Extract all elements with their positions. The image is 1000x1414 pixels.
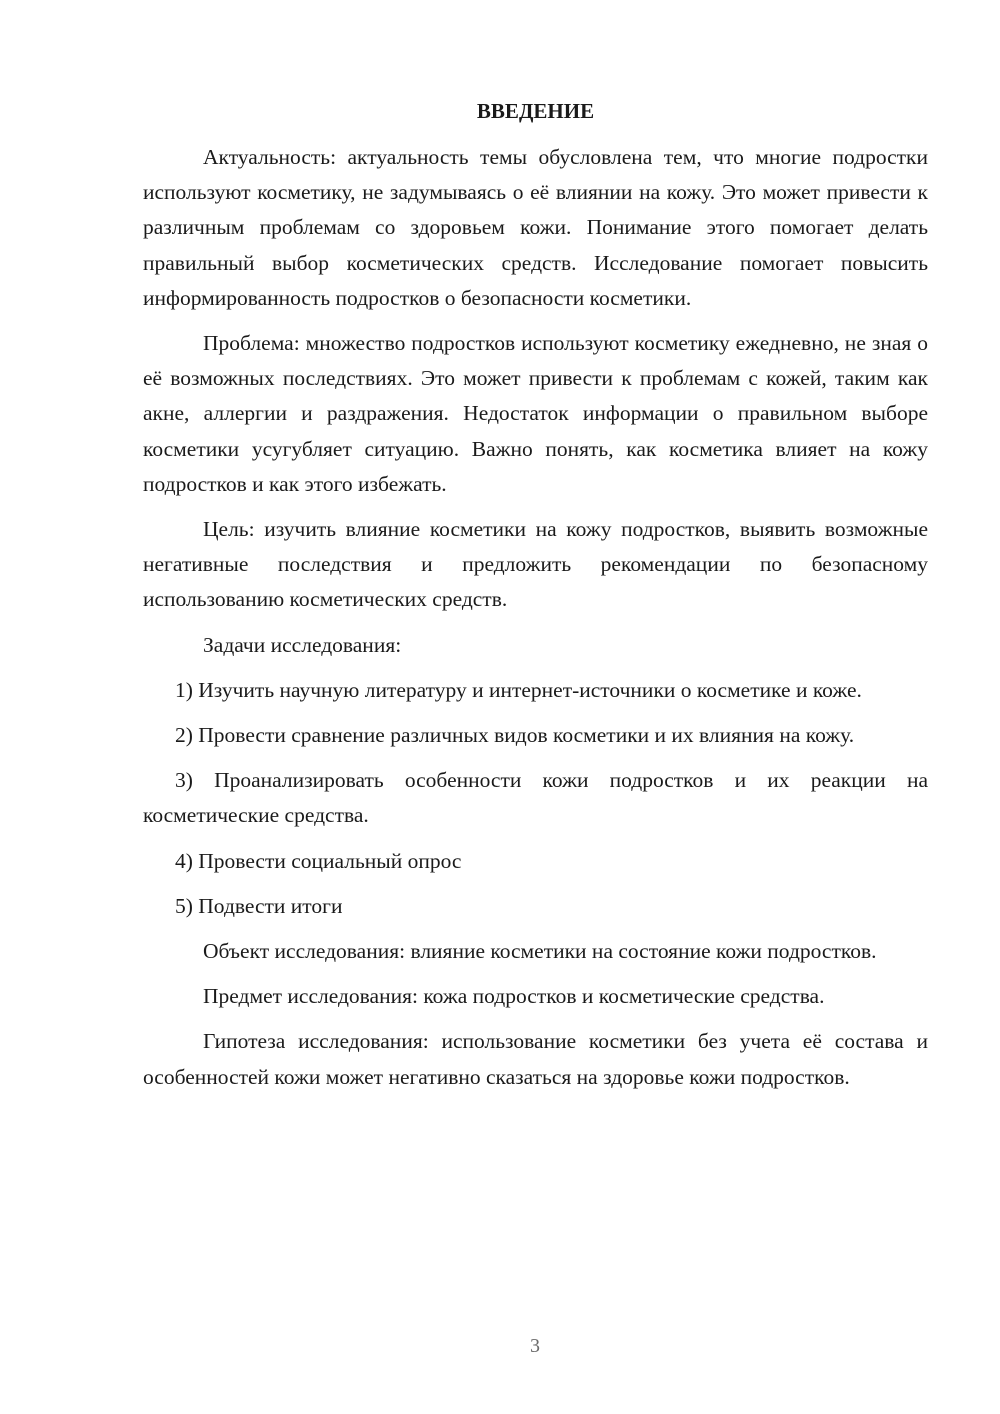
paragraph-problem: Проблема: множество подростков используют косметику ежедневно, не зная о её возможных последствиях. Это может привести к проблемам с кожей, таким как акне, аллергии и раздражения. Недостаток информации о правильном выборе косметики усугубляет ситуацию. Важно понять, как косметика влияет на кожу подростков и как этого избежать. <box>143 331 928 496</box>
page-number: 3 <box>530 1335 540 1357</box>
task-item-3: 3) Проанализировать особенности кожи подростков и их реакции на косметические средства. <box>143 768 928 828</box>
paragraph-subject: Предмет исследования: кожа подростков и косметические средства. <box>203 984 825 1009</box>
document-title: ВВЕДЕНИЕ <box>476 99 595 123</box>
task-item-5: 5) Подвести итоги <box>175 893 343 918</box>
paragraph-goal: Цель: изучить влияние косметики на кожу подростков, выявить возможные негативные последствия и предложить рекомендации по безопасному использованию косметических средств. <box>143 517 928 612</box>
document-page <box>143 96 928 1105</box>
task-item-1: 1) Изучить научную литературу и интернет-источники о косметике и коже. <box>175 677 862 702</box>
paragraph-hypothesis: Гипотеза исследования: использование косметики без учета её состава и особенностей кожи может негативно сказаться на здоровье кожи подростков. <box>143 1029 928 1089</box>
paragraph-relevance: Актуальность: актуальность темы обусловлена тем, что многие подростки используют косметику, не задумываясь о её влиянии на кожу. Это может привести к различным проблемам со здоровьем кожи. Понимание этого помогает делать правильный выбор косметических средств. Исследование помогает повысить информированность подростков о безопасности косметики. <box>143 145 928 310</box>
paragraph-object: Объект исследования: влияние косметики на состояние кожи подростков. <box>203 939 877 964</box>
tasks-list <box>143 673 928 924</box>
task-item-2: 2) Провести сравнение различных видов косметики и их влияния на кожу. <box>175 723 855 748</box>
tasks-heading: Задачи исследования: <box>203 632 402 657</box>
task-item-4: 4) Провести социальный опрос <box>175 848 462 873</box>
